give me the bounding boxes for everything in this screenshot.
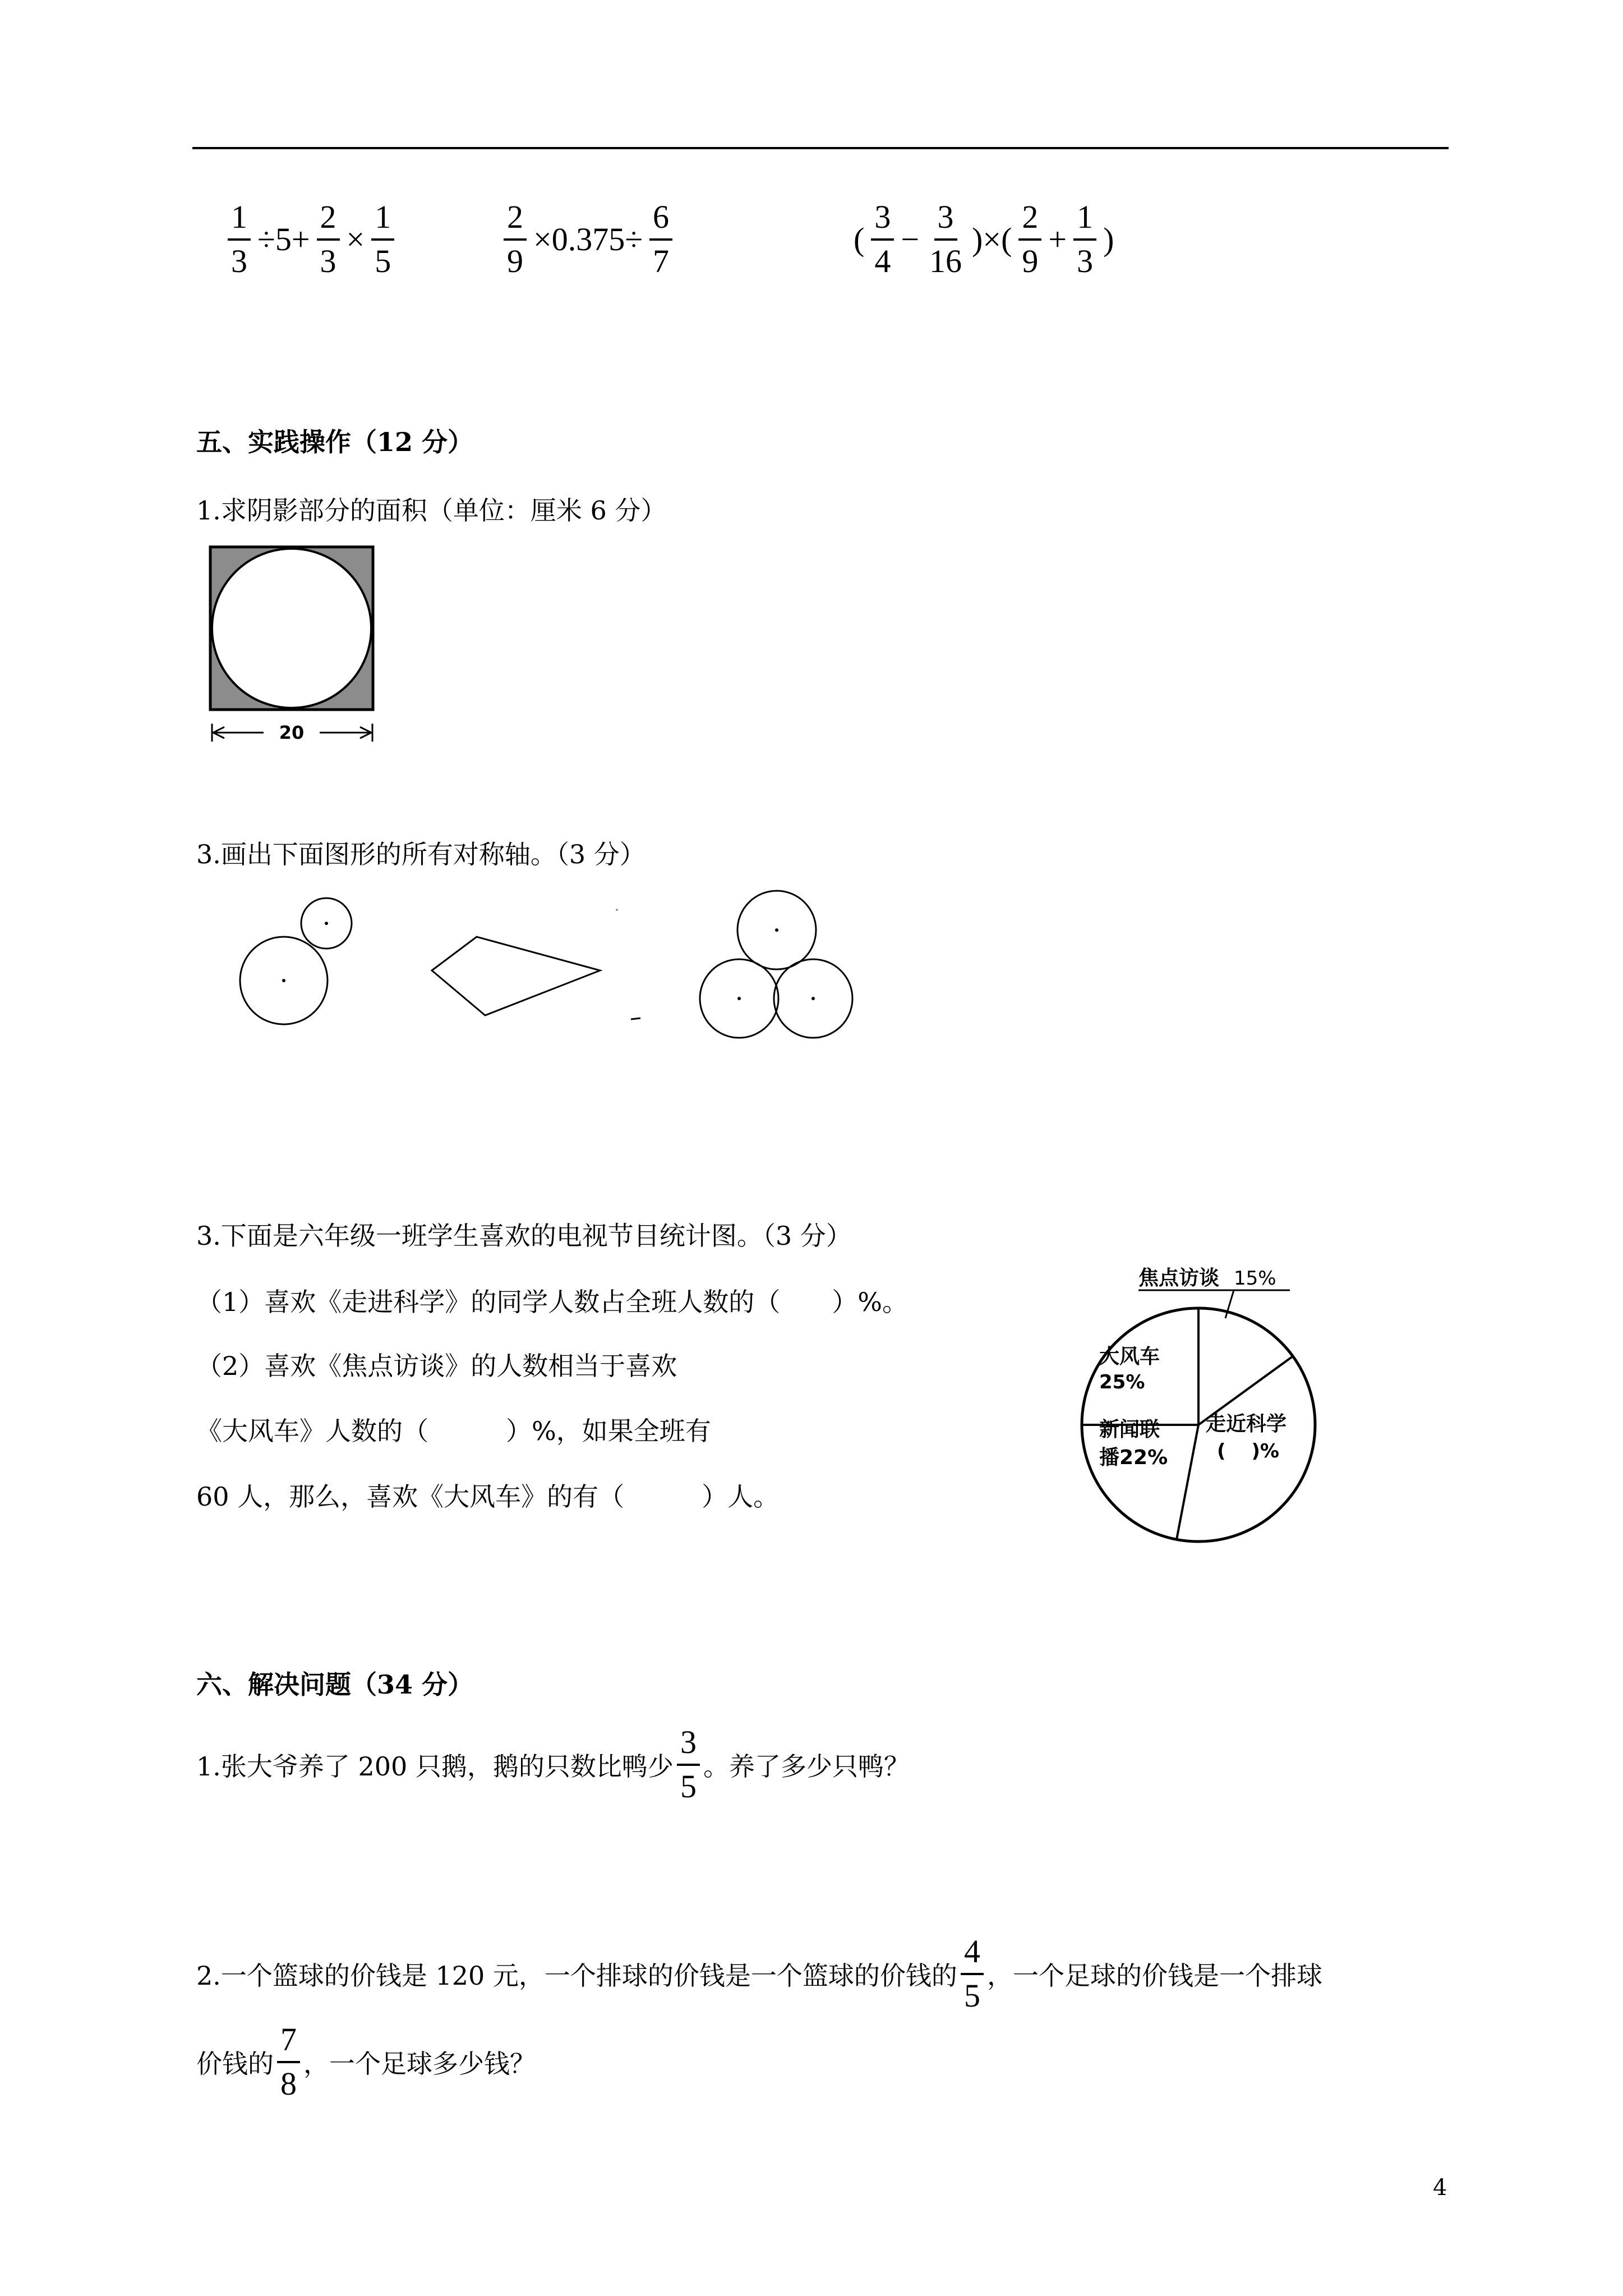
header-rule: [192, 147, 1449, 149]
section-6-title: 六、解决问题（34 分）: [196, 1669, 474, 1700]
question-3a: 3.画出下面图形的所有对称轴。（3 分）: [196, 839, 645, 869]
question-3b-part2a: （2）喜欢《焦点访谈》的人数相当于喜欢: [196, 1351, 677, 1381]
question-3b-part2c: 60 人，那么，喜欢《大风车》的有（ ）人。: [196, 1481, 780, 1512]
question-3b-part1: （1）喜欢《走进科学》的同学人数占全班人数的（ ）%。: [196, 1287, 908, 1317]
fraction: $\frac{2}{9}$: [1018, 200, 1041, 279]
dimension-label: 20: [279, 722, 305, 743]
stray-mark: [631, 1018, 640, 1019]
fraction: $\frac{7}{8}$: [277, 2022, 300, 2101]
problem-2-line-1: 2.一个篮球的价钱是 120 元，一个排球的价钱是一个篮球的价钱的 $\frac{4}{5}$ ，一个足球的价钱是一个排球: [196, 1933, 1322, 2014]
rhombus: [432, 937, 600, 1015]
problem-2-line-2: 价钱的 $\frac{7}{8}$ ，一个足球多少钱？: [196, 2021, 536, 2102]
zoujin-value: ( )%: [1217, 1440, 1279, 1462]
center-dot: [737, 997, 741, 1000]
xinwen-label-2: 播22%: [1099, 1446, 1168, 1469]
expression-1: $\frac{1}{3}$ ÷5+ $\frac{2}{3}$ × $\frac{1}{5}$: [224, 200, 398, 279]
center-dot: [811, 997, 815, 1000]
fraction: $\frac{6}{7}$: [649, 200, 672, 279]
fraction: $\frac{1}{3}$: [228, 200, 251, 279]
page-number: 4: [1433, 2175, 1447, 2201]
fraction: $\frac{2}{9}$: [504, 200, 527, 279]
xinwen-label-1: 新闻联: [1099, 1418, 1160, 1441]
dafengche-value: 25%: [1099, 1371, 1145, 1393]
center-dot: [325, 922, 328, 925]
section-5-title: 五、实践操作（12 分）: [196, 427, 474, 457]
dafengche-label: 大风车: [1099, 1345, 1160, 1368]
zoujin-label: 走近科学: [1206, 1412, 1287, 1435]
fraction: $\frac{1}{5}$: [371, 200, 394, 279]
fraction: $\frac{4}{5}$: [961, 1934, 984, 2013]
stray-dot: [616, 909, 618, 911]
question-1: 1.求阴影部分的面积（单位：厘米 6 分）: [196, 495, 667, 526]
center-dot: [775, 928, 778, 932]
fraction: $\frac{3}{5}$: [677, 1725, 700, 1804]
problem-1: 1.张大爷养了 200 只鹅，鹅的只数比鸭少 $\frac{3}{5}$ 。养了多少只鸭？: [196, 1724, 910, 1805]
question-3b-part2b: 《大风车》人数的（ ）%，如果全班有: [196, 1416, 711, 1446]
center-dot: [282, 979, 285, 982]
symmetry-figures: [224, 886, 875, 1043]
fraction: $\frac{3}{4}$: [871, 200, 894, 279]
inner-circle: [212, 549, 371, 708]
question-3b: 3.下面是六年级一班学生喜欢的电视节目统计图。（3 分）: [196, 1221, 852, 1251]
pie-divider-xinwen: [1177, 1425, 1198, 1539]
fraction: $\frac{1}{3}$: [1073, 200, 1096, 279]
focus-label: 焦点访谈: [1138, 1267, 1220, 1290]
fraction: $\frac{3}{16}$: [929, 199, 962, 279]
pie-chart: [1066, 1257, 1335, 1548]
expression-2: $\frac{2}{9}$ ×0.375÷ $\frac{6}{7}$: [500, 200, 676, 279]
focus-value: 15%: [1234, 1267, 1276, 1290]
shaded-square-figure: [208, 544, 381, 752]
fraction: $\frac{2}{3}$: [317, 200, 340, 279]
expression-3: ( $\frac{3}{4}$ − $\frac{3}{16}$ )×( $\frac{2}{9}$ + $\frac{1}{3}$ ): [854, 199, 1114, 279]
